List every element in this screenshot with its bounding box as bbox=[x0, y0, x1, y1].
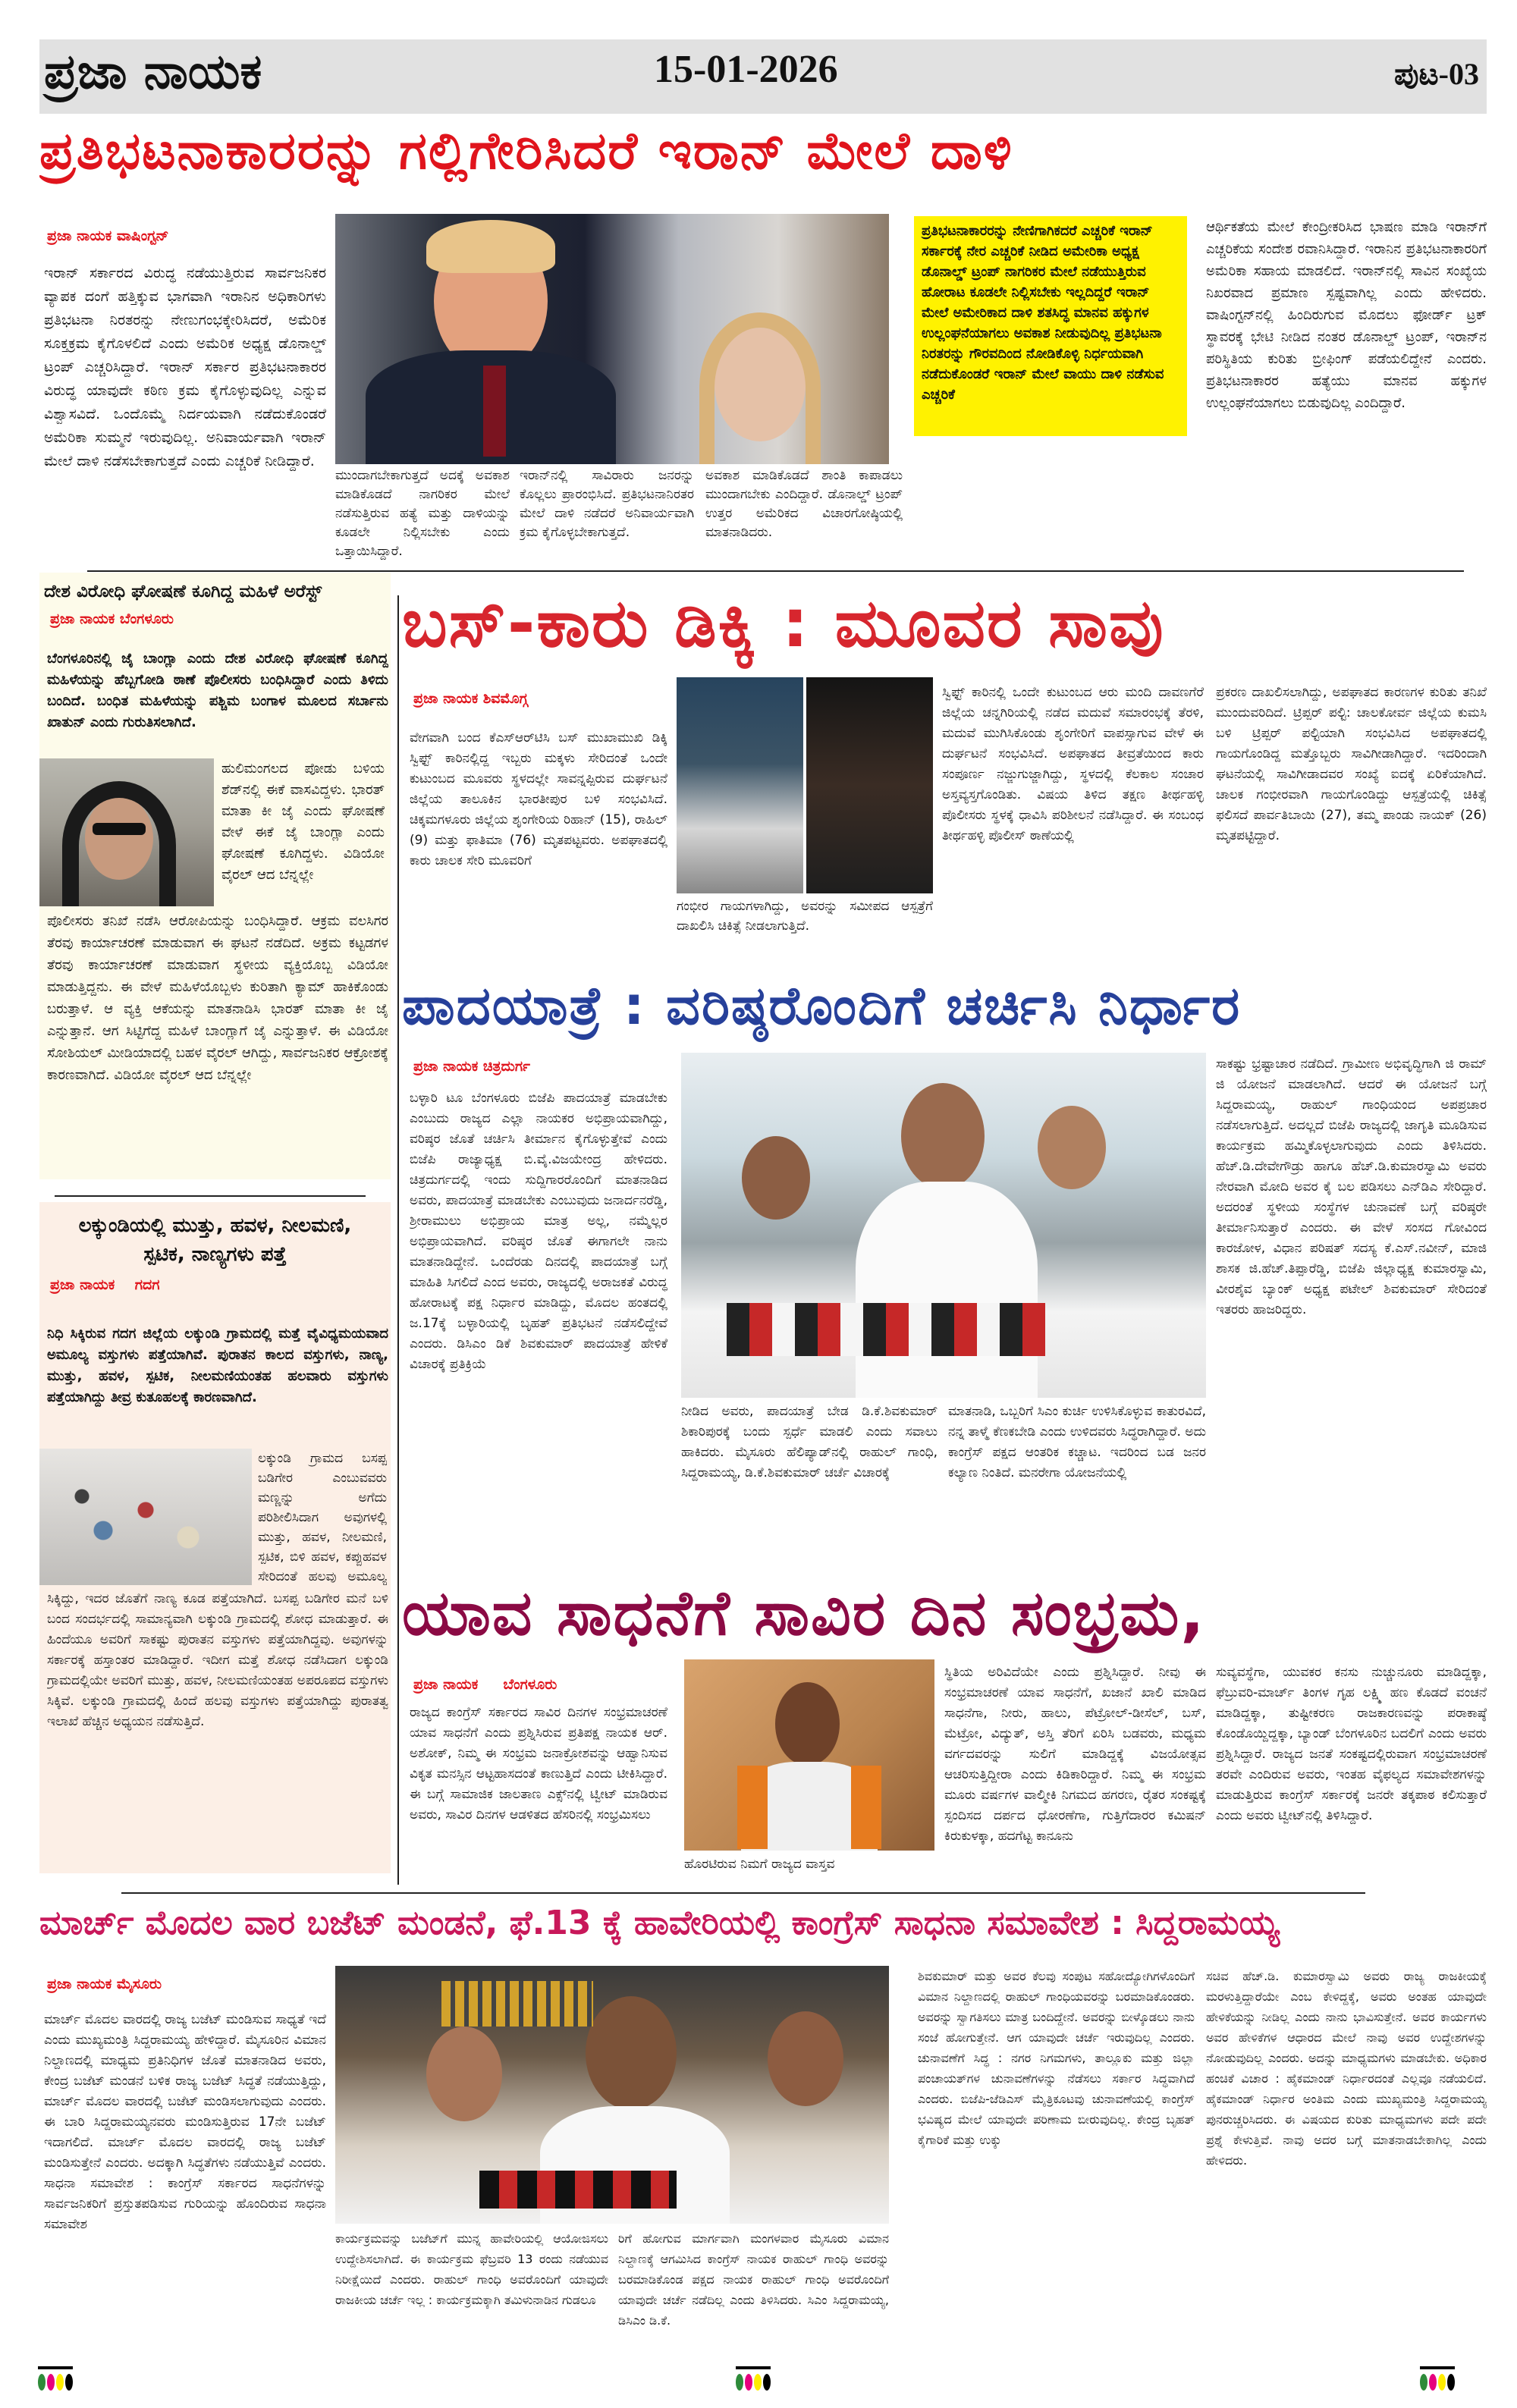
article-text: ಮಾತನಾಡಿ, ಒಬ್ಬರಿಗೆ ಸಿಎಂ ಕುರ್ಚಿ ಉಳಿಸಿಕೊಳ್ಳುವ ಕಾತುರವಿದೆ, ನನ್ನ ತಾಳ್ಮೆ ಕೆಣಕಬೇಡಿ ಎಂದು ಉಳಿದವರು ಸಿದ್ಧರಾಗಿದ್ದಾರೆ. ಅದು ಕಾಂಗ್ರೆಸ್ ಪಕ್ಷದ ಆಂತರಿಕ ಕಚ್ಚಾಟ. ಇದರಿಂದ ಬಡ ಜನರ ಕಲ್ಯಾಣ ನಿಂತಿದೆ. ಮನರೇಗಾ ಯೋಜನೆಯಲ್ಲಿ bbox=[948, 1404, 1206, 1480]
article-text: ರಾಜ್ಯದ ಕಾಂಗ್ರೆಸ್ ಸರ್ಕಾರದ ಸಾವಿರ ದಿನಗಳ ಸಂಭ್ರಮಾಚರಣೆ ಯಾವ ಸಾಧನೆಗೆ ಎಂದು ಪ್ರಶ್ನಿಸಿರುವ ಪ್ರತಿಪಕ್ಷ ನಾಯಕ ಆರ್. ಅಶೋಕ್, ನಿಮ್ಮ ಈ ಸಂಭ್ರಮ ಜನಾಕ್ರೋಶವನ್ನು ಆಹ್ವಾನಿಸುವ ವಿಕೃತ ಮನಸ್ಸಿನ ಆಟ್ಟಹಾಸದಂತೆ ಕಾಣುತ್ತಿದೆ ಎಂದು ಟೀಕಿಸಿದ್ದಾರೆ. ಈ ಬಗ್ಗೆ ಸಾಮಾಜಿಕ ಜಾಲತಾಣ ಎಕ್ಸ್‌ನಲ್ಲಿ ಟ್ವೀಟ್ ಮಾಡಿರುವ ಅವರು, ಸಾವಿರ ದಿನಗಳ ಆಡಳಿತದ ಹೆಸರಿನಲ್ಲಿ ಸಂಭ್ರಮಿಸಲು bbox=[410, 1705, 667, 1822]
masthead bbox=[39, 39, 1487, 114]
article-text: ಇರಾನ್ ಸರ್ಕಾರದ ವಿರುದ್ಧ ನಡೆಯುತ್ತಿರುವ ಸಾರ್ವಜನಿಕರ ವ್ಯಾಪಕ ದಂಗೆ ಹತ್ತಿಕ್ಕುವ ಭಾಗವಾಗಿ ಇರಾನಿನ ಅಧಿಕಾರಿಗಳು ಪ್ರತಿಭಟನಾ ನಿರತರನ್ನು ನೇಣುಗಂಭಕ್ಕೇರಿಸಿದರೆ, ಅಮೆರಿಕ ಸೂಕ್ತಕ್ರಮ ಕೈಗೊಳಲಿದೆ ಎಂದು ಅಮೆರಿಕ ಅಧ್ಯಕ್ಷ ಡೊನಾಲ್ಡ್ ಟ್ರಂಪ್ ಎಚ್ಚರಿಸಿದ್ದಾರೆ. ಇರಾನ್ ಸರ್ಕಾರ ಪ್ರತಿಭಟನಾಕಾರರ ವಿರುದ್ಧ ಯಾವುದೇ ಕಠಿಣ ಕ್ರಮ ಕೈಗೊಳ್ಳುವುದಿಲ್ಲ ಎನ್ನುವ ವಿಶ್ವಾಸವಿದೆ. ಒಂದೊಮ್ಮೆ ನಿರ್ದಯವಾಗಿ ನಡೆದುಕೊಂಡರೆ ಅಮೆರಿಕಾ ಸುಮ್ಮನೆ ಇರುವುದಿಲ್ಲ. ಅನಿವಾರ್ಯವಾಗಿ ಇರಾನ್ ಮೇಲೆ ದಾಳಿ ನಡೆಸಬೇಕಾಗುತ್ತದೆ ಎಂದು ಎಚ್ಚರಿಕೆ ನೀಡಿದ್ದಾರೆ. bbox=[44, 265, 326, 469]
byline-budget: ಪ್ರಜಾ ನಾಯಕ ಮೈಸೂರು bbox=[47, 1976, 162, 1992]
headline-padayatre: ಪಾದಯಾತ್ರೆ : ವರಿಷ್ಠರೊಂದಿಗೆ ಚರ್ಚಿಸಿ ನಿರ್ಧಾರ bbox=[402, 975, 1242, 1037]
article-text: ಸ್ವಿಫ್ಟ್ ಕಾರಿನಲ್ಲಿ ಒಂದೇ ಕುಟುಂಬದ ಆರು ಮಂದಿ ದಾವಣಗೆರೆ ಜಿಲ್ಲೆಯ ಚನ್ನಗಿರಿಯಲ್ಲಿ ನಡೆದ ಮದುವೆ ಸಮಾರಂಭಕ್ಕೆ ತೆರಳಿ, ಮದುವೆ ಮುಗಿಸಿಕೊಂಡು ಶೃಂಗೇರಿಗೆ ವಾಪಸ್ಸಾಗುವ ವೇಳೆ ಈ ದುರ್ಘಟನೆ ಸಂಭವಿಸಿದೆ. ಅಪಘಾತದ ತೀವ್ರತೆಯಿಂದ ಕಾರು ಸಂಪೂರ್ಣ ನಜ್ಜುಗುಜ್ಜಾಗಿದ್ದು, ಸ್ಥಳದಲ್ಲಿ ಕೆಲಕಾಲ ಸಂಚಾರ ಅಸ್ತವ್ಯಸ್ತಗೊಂಡಿತು. ವಿಷಯ ತಿಳಿದ ತಕ್ಷಣ ತೀರ್ಥಹಳ್ಳಿ ಪೊಲೀಸರು ಸ್ಥಳಕ್ಕೆ ಧಾವಿಸಿ ಪರಿಶೀಲನೆ ನಡೆಸಿದ್ದಾರೆ. ಈ ಸಂಬಂಧ ತೀರ್ಥಹಳ್ಳಿ ಪೊಲೀಸ್ ಠಾಣೆಯಲ್ಲಿ bbox=[942, 685, 1204, 843]
headline-lakkundi: ಲಕ್ಕುಂಡಿಯಲ್ಲಿ ಮುತ್ತು, ಹವಳ, ನೀಲಮಣಿ, ಸ್ಪಟಿಕ, ನಾಣ್ಯಗಳು ಪತ್ತೆ bbox=[78, 1214, 352, 1266]
photo-gems bbox=[39, 1449, 252, 1585]
headline-arrest: ದೇಶ ವಿರೋಧಿ ಘೋಷಣೆ ಕೂಗಿದ್ದ ಮಹಿಳೆ ಅರೆಸ್ಟ್ bbox=[44, 582, 322, 601]
article-text: ಮುಂದಾಗಬೇಕಾಗುತ್ತದೆ ಅದಕ್ಕೆ ಅವಕಾಶ ಮಾಡಿಕೊಡದೆ ನಾಗರಿಕರ ಮೇಲೆ ನಡೆಸುತ್ತಿರುವ ಹತ್ಯೆ ಮತ್ತು ದಾಳಿಯನ್ನು ಕೂಡಲೇ ನಿಲ್ಲಿಸಬೇಕು ಎಂದು ಒತ್ತಾಯಿಸಿದ್ದಾರೆ. bbox=[335, 468, 510, 559]
photo-accident bbox=[677, 677, 933, 893]
sidebar-story-arrest bbox=[39, 573, 391, 1179]
byline-lakkundi: ಪ್ರಜಾ ನಾಯಕ ಗದಗ bbox=[50, 1276, 160, 1293]
article-text: ನೀಡಿದ ಅವರು, ಪಾದಯಾತ್ರೆ ಬೇಡ ಡಿ.ಕೆ.ಶಿವಕುಮಾರ್ ಶಿಕಾರಿಪುರಕ್ಕೆ ಬಂದು ಸ್ಪರ್ಧೆ ಮಾಡಲಿ ಎಂದು ಸವಾಲು ಹಾಕಿದರು. ಮೈಸೂರು ಹೆಲಿಪ್ಯಾಡ್‌ನಲ್ಲಿ ರಾಹುಲ್ ಗಾಂಧಿ, ಸಿದ್ದರಾಮಯ್ಯ, ಡಿ.ಕೆ.ಶಿವಕುಮಾರ್ ಚರ್ಚೆ ವಿಚಾರಕ್ಕೆ bbox=[681, 1404, 938, 1480]
byline-iran: ಪ್ರಜಾ ನಾಯಕ ವಾಷಿಂಗ್ಟನ್ bbox=[47, 228, 169, 244]
headline-budget: ಮಾರ್ಚ್ ಮೊದಲ ವಾರ ಬಜೆಟ್ ಮಂಡನೆ, ಫೆ.13 ಕ್ಕೆ ಹಾವೇರಿಯಲ್ಲಿ ಕಾಂಗ್ರೆಸ್ ಸಾಧನಾ ಸಮಾವೇಶ : ಸಿದ್ದರಾಮಯ್ಯ bbox=[39, 1904, 1280, 1942]
article-text: ಸುವ್ಯವಸ್ಥೆಗಾ, ಯುವಕರ ಕನಸು ನುಚ್ಚುನೂರು ಮಾಡಿದ್ದಕ್ಕಾ, ಫೆಬ್ರುವರಿ-ಮಾರ್ಚ್ ತಿಂಗಳ ಗೃಹ ಲಕ್ಷ್ಮಿ ಹಣ ಕೊಡದೆ ವಂಚನೆ ಮಾಡಿದ್ದಕ್ಕಾ, ತುಷ್ಟೀಕರಣ ರಾಜಕಾರಣವನ್ನು ಪರಾಕಾಷ್ಠೆ ಕೊಂಡೊಯ್ದಿದ್ದಕ್ಕಾ, ಬ್ಯಾಂಡ್ ಬೆಂಗಳೂರಿನ ಬದಲಿಗೆ ಎಂದು ಅವರು ಪ್ರಶ್ನಿಸಿದ್ದಾರೆ. ರಾಜ್ಯದ ಜನತೆ ಸಂಕಷ್ಟದಲ್ಲಿರುವಾಗ ಸಂಭ್ರಮಾಚರಣೆ ತರವೇ ಎಂದಿರುವ ಅವರು, ಇಂತಹ ವೈಫಲ್ಯದ ಸಮಾವೇಶಗಳನ್ನು ಮಾಡುತ್ತಿರುವ ಕಾಂಗ್ರೆಸ್ ಸರ್ಕಾರಕ್ಕೆ ಜನರೇ ತಕ್ಕಪಾಠ ಕಲಿಸುತ್ತಾರೆ ಎಂದು ಅವರು ಟ್ವೀಟ್‌ನಲ್ಲಿ ತಿಳಿಸಿದ್ದಾರೆ. bbox=[1216, 1665, 1487, 1823]
issue-date: 15-01-2026 bbox=[654, 48, 838, 91]
article-text: ಸ್ಥಿತಿಯ ಅರಿವಿದೆಯೇ ಎಂದು ಪ್ರಶ್ನಿಸಿದ್ದಾರೆ. ನೀವು ಈ ಸಂಭ್ರಮಾಚರಣೆ ಯಾವ ಸಾಧನೆಗೆ, ಖಜಾನೆ ಖಾಲಿ ಮಾಡಿದ ಸಾಧನೆಗಾ, ನೀರು, ಹಾಲು, ಪೆಟ್ರೋಲ್-ಡೀಸೆಲ್, ಬಸ್, ಮೆಟ್ರೋ, ವಿದ್ಯುತ್, ಅಸ್ತಿ ತೆರಿಗೆ ಏರಿಸಿ ಬಡವರು, ಮಧ್ಯಮ ವರ್ಗದವರನ್ನು ಸುಲಿಗೆ ಮಾಡಿದ್ದಕ್ಕೆ ವಿಜಯೋತ್ಸವ ಆಚರಿಸುತ್ತಿದ್ದೀರಾ ಎಂದು ಕಿಡಿಕಾರಿದ್ದಾರೆ. ನಿಮ್ಮ ಈ ಸಂಭ್ರಮ ಮೂರು ವರ್ಷಗಳ ವಾಲ್ಮೀಕಿ ನಿಗಮದ ಹಗರಣ, ರೈತರ ಸಂಕಷ್ಟಕ್ಕೆ ಸ್ಪಂದಿಸದ ದರ್ಪದ ಧೋರಣೆಗಾ, ಗುತ್ತಿಗೆದಾರರ ಕಮಿಷನ್ ಕಿರುಕುಳಕ್ಕಾ, ಹದಗೆಟ್ಟ ಕಾನೂನು bbox=[944, 1665, 1206, 1844]
photo-press-meet bbox=[681, 1053, 1206, 1398]
divider bbox=[121, 1892, 1365, 1894]
registration-mark bbox=[736, 2366, 771, 2391]
article-text: ಇರಾನ್‌ನಲ್ಲಿ ಸಾವಿರಾರು ಜನರನ್ನು ಕೊಲ್ಲಲು ಪ್ರಾರಂಭಿಸಿದೆ. ಪ್ರತಿಭಟನಾನಿರತರ ಮೇಲೆ ದಾಳಿ ನಡೆದರೆ ಅನಿವಾರ್ಯವಾಗಿ ಕ್ರಮ ಕೈಗೊಳ್ಳಬೇಕಾಗುತ್ತದೆ. bbox=[520, 468, 694, 540]
article-text: ಪೊಲೀಸರು ತನಿಖೆ ನಡೆಸಿ ಆರೋಪಿಯನ್ನು ಬಂಧಿಸಿದ್ದಾರೆ. ಆಕ್ರಮ ವಲಸಿಗರ ತೆರವು ಕಾರ್ಯಾಚರಣೆ ಮಾಡುವಾಗ ಈ ಘಟನೆ ನಡೆದಿದೆ. ಅಕ್ರಮ ಕಟ್ಟಡಗಳ ತೆರವು ಕಾರ್ಯಾಚರಣೆ ಮಾಡುವಾಗ ಸ್ಥಳೀಯ ವ್ಯಕ್ತಿಯೊಬ್ಬ ವಿಡಿಯೋ ಮಾಡುತ್ತಿದ್ದನು. ಈ ವೇಳೆ ಮಹಿಳೆಯೊಬ್ಬಳು ಕುರಿತಾಗಿ ಕ್ಯಾಮ್ ಹಾಕಿಕೊಂಡು ಬರುತ್ತಾಳೆ. ಆ ವ್ಯಕ್ತಿ ಆಕೆಯನ್ನು ಮಾತನಾಡಿಸಿ ಭಾರತ್ ಮಾತಾ ಕೀ ಜೈ ಎನ್ನುತ್ತಾನೆ. ಆಗ ಸಿಟ್ಟಿಗೆದ್ದ ಮಹಿಳೆ ಬಾಂಗ್ಲಾಗೆ ಜೈ ಎನ್ನುತ್ತಾಳೆ. ಈ ವಿಡಿಯೋ ಸೋಶಿಯಲ್ ಮೀಡಿಯಾದಲ್ಲಿ ಬಹಳ ವೈರಲ್ ಆಗಿದ್ದು, ಸಾರ್ವಜನಿಕರ ಆಕ್ರೋಶಕ್ಕೆ ಕಾರಣವಾಗಿದೆ. ವಿಡಿಯೋ ವೈರಲ್ ಆದ ಬೆನ್ನಲ್ಲೇ bbox=[47, 913, 388, 1083]
photo-caption: ಗಂಭೀರ ಗಾಯಗಳಾಗಿದ್ದು, ಅವರನ್ನು ಸಮೀಪದ ಆಸ್ಪತ್ರೆಗೆ ದಾಖಲಿಸಿ ಚಿಕಿತ್ಸೆ ನೀಡಲಾಗುತ್ತಿದೆ. bbox=[677, 899, 933, 934]
article-text: ಬೆಂಗಳೂರಿನಲ್ಲಿ ಜೈ ಬಾಂಗ್ಲಾ ಎಂದು ದೇಶ ವಿರೋಧಿ ಘೋಷಣೆ ಕೂಗಿದ್ದ ಮಹಿಳೆಯನ್ನು ಹೆಬ್ಬಗೋಡಿ ಠಾಣೆ ಪೊಲೀಸರು ಬಂಧಿಸಿದ್ದಾರೆ ಎಂದು ತಿಳಿದು ಬಂದಿದೆ. ಬಂಧಿತ ಮಹಿಳೆಯನ್ನು ಪಶ್ಚಿಮ ಬಂಗಾಳ ಮೂಲದ ಸರ್ಬಾನು ಖಾತುನ್ ಎಂದು ಗುರುತಿಸಲಾಗಿದೆ. bbox=[47, 651, 388, 730]
article-text: ಸಿಕ್ಕಿದ್ದು, ಇದರ ಜೊತೆಗೆ ನಾಣ್ಯ ಕೂಡ ಪತ್ತೆಯಾಗಿದೆ. ಬಸಪ್ಪ ಬಡಿಗೇರ ಮನೆ ಬಳಿ ಬಂದ ಸಂದರ್ಭದಲ್ಲಿ ಸಾಮಾನ್ಯವಾಗಿ ಲಕ್ಕುಂಡಿ ಗ್ರಾಮದಲ್ಲಿ ಶೋಧ ಮಾಡುತ್ತಾರೆ. ಈ ಹಿಂದೆಯೂ ಅವರಿಗೆ ಸಾಕಷ್ಟು ಪುರಾತನ ವಸ್ತುಗಳು ಪತ್ತೆಯಾಗಿದ್ದವು. ಅವುಗಳನ್ನು ಸರ್ಕಾರಕ್ಕೆ ಹಸ್ತಾಂತರ ಮಾಡಿದ್ದಾರೆ. ಇದೀಗ ಮತ್ತೆ ಶೋಧ ನಡೆಸಿದಾಗ ಲಕ್ಕುಂಡಿ ಗ್ರಾಮದಲ್ಲಿಯೇ ಅವರಿಗೆ ಮುತ್ತು, ಹವಳ, ನೀಲಮಣಿಯಂತಹ ಅಪರೂಪದ ವಸ್ತುಗಳು ಸಿಕ್ಕಿವೆ. ಲಕ್ಕುಂಡಿ ಗ್ರಾಮದಲ್ಲಿ ಹಿಂದೆ ಹಲವು ವಸ್ತುಗಳು ಪತ್ತೆಯಾಗಿದ್ದು ಪುರಾತತ್ವ ಇಲಾಖೆ ಹೆಚ್ಚಿನ ಅಧ್ಯಯನ ನಡೆಸುತ್ತಿದೆ. bbox=[47, 1591, 388, 1729]
photo-siddaramaiah bbox=[335, 1966, 889, 2224]
sidebar-story-lakkundi bbox=[39, 1202, 391, 1873]
article-text: ಆರ್ಥಿಕತೆಯ ಮೇಲೆ ಕೇಂದ್ರೀಕರಿಸಿದ ಭಾಷಣ ಮಾಡಿ ಇರಾನ್‌ಗೆ ಎಚ್ಚರಿಕೆಯ ಸಂದೇಶ ರವಾನಿಸಿದ್ದಾರೆ. ಇರಾನಿನ ಪ್ರತಿಭಟನಾಕಾರರಿಗೆ ಅಮೆರಿಕಾ ಸಹಾಯ ಮಾಡಲಿದೆ. ಇರಾನ್‌ನಲ್ಲಿ ಸಾವಿನ ಸಂಖ್ಯೆಯ ನಿಖರವಾದ ಪ್ರಮಾಣ ಸ್ಪಷ್ಟವಾಗಿಲ್ಲ ಎಂದು ಹೇಳಿದರು. ವಾಷಿಂಗ್ಟನ್‌ನಲ್ಲಿ ಹಿಂದಿರುಗುವ ಮೊದಲು ಫೋರ್ಡ್ ಟ್ರಕ್ ಸ್ಥಾವರಕ್ಕೆ ಭೇಟಿ ನೀಡಿದ ನಂತರ ಡೊನಾಲ್ಡ್ ಟ್ರಂಪ್, ಇರಾನ್‌ನ ಪರಿಸ್ಥಿತಿಯ ಕುರಿತು ಬ್ರೀಫಿಂಗ್ ಪಡೆಯಲಿದ್ದೇನೆ ಎಂದರು. ಪ್ರತಿಭಟನಾಕಾರರ ಹತ್ಯೆಯು ಮಾನವ ಹಕ್ಕುಗಳ ಉಲ್ಲಂಘನೆಯಾಗಲು ಬಿಡುವುದಿಲ್ಲ ಎಂದಿದ್ದಾರೆ. bbox=[1206, 219, 1487, 411]
byline-padayatre: ಪ್ರಜಾ ನಾಯಕ ಚಿತ್ರದುರ್ಗ bbox=[413, 1058, 530, 1075]
article-text: ಬಳ್ಳಾರಿ ಟೂ ಬೆಂಗಳೂರು ಬಿಜೆಪಿ ಪಾದಯಾತ್ರೆ ಮಾಡಬೇಕು ಎಂಬುದು ರಾಜ್ಯದ ಎಲ್ಲಾ ನಾಯಕರ ಅಭಿಪ್ರಾಯವಾಗಿದ್ದು, ವರಿಷ್ಠರ ಜೊತೆ ಚರ್ಚಿಸಿ ತೀರ್ಮಾನ ಕೈಗೊಳ್ಳುತ್ತೇವೆ ಎಂದು ಬಿಜೆಪಿ ರಾಜ್ಯಾಧ್ಯಕ್ಷ ಬಿ.ವೈ.ವಿಜಯೇಂದ್ರ ಹೇಳಿದರು. ಚಿತ್ರದುರ್ಗದಲ್ಲಿ ಇಂದು ಸುದ್ದಿಗಾರರೊಂದಿಗೆ ಮಾತನಾಡಿದ ಅವರು, ಪಾದಯಾತ್ರೆ ಮಾಡಬೇಕು ಎಂಬುವುದು ಜನಾರ್ದನರೆಡ್ಡಿ, ಶ್ರೀರಾಮುಲು ಅಭಿಪ್ರಾಯ ಮಾತ್ರ ಅಲ್ಲ, ನಮ್ಮೆಲ್ಲರ ಅಭಿಪ್ರಾಯವಾಗಿದೆ. ವರಿಷ್ಠರ ಜೊತೆ ಈಗಾಗಲೇ ನಾನು ಮಾತನಾಡಿದ್ದೇನೆ. ಒಂದೆರಡು ದಿನದಲ್ಲಿ ಪಾದಯಾತ್ರೆ ಬಗ್ಗೆ ಮಾಹಿತಿ ಸಿಗಲಿದೆ ಎಂದ ಅವರು, ರಾಜ್ಯದಲ್ಲಿ ಅರಾಜಕತೆ ವಿರುದ್ಧ ಹೋರಾಟಕ್ಕೆ ಪಕ್ಷ ನಿರ್ಧಾರ ಮಾಡಿದ್ದು, ಮೊದಲ ಹಂತದಲ್ಲಿ ಜ.17ಕ್ಕೆ ಬಳ್ಳಾರಿಯಲ್ಲಿ ಬೃಹತ್ ಪ್ರತಿಭಟನೆ ನಡೆಸಲಿದ್ದೇವೆ ಎಂದರು. ಡಿಸಿಎಂ ಡಿಕೆ ಶಿವಕುಮಾರ್ ಪಾದಯಾತ್ರೆ ಹೇಳಿಕೆ ವಿಚಾರಕ್ಕೆ ಪ್ರತಿಕ್ರಿಯೆ bbox=[410, 1091, 667, 1372]
registration-mark bbox=[1420, 2366, 1455, 2391]
article-text: ಲಕ್ಕುಂಡಿ ಗ್ರಾಮದ ಬಸಪ್ಪ ಬಡಿಗೇರ ಎಂಬುವವರು ಮಣ್ಣನ್ನು ಅಗೆದು ಪರಿಶೀಲಿಸಿದಾಗ ಅವುಗಳಲ್ಲಿ ಮುತ್ತು, ಹವಳ, ನೀಲಮಣಿ, ಸ್ಪಟಿಕ, ಬಿಳಿ ಹವಳ, ಕಪ್ಪುಹವಳ ಸೇರಿದಂತೆ ಹಲವು ಅಮೂಲ್ಯ bbox=[258, 1451, 387, 1584]
headline-sambhrama: ಯಾವ ಸಾಧನೆಗೆ ಸಾವಿರ ದಿನ ಸಂಭ್ರಮ, bbox=[402, 1578, 1206, 1650]
byline-bus: ಪ್ರಜಾ ನಾಯಕ ಶಿವಮೊಗ್ಗ bbox=[413, 690, 528, 707]
article-text: ಸಾಕಷ್ಟು ಭ್ರಷ್ಟಾಚಾರ ನಡೆದಿದೆ. ಗ್ರಾಮೀಣ ಅಭಿವೃದ್ಧಿಗಾಗಿ ಜಿ ರಾಮ್ ಜಿ ಯೋಜನೆ ಮಾಡಲಾಗಿದೆ. ಆದರೆ ಈ ಯೋಜನೆ ಬಗ್ಗೆ ಸಿದ್ದರಾಮಯ್ಯ, ರಾಹುಲ್ ಗಾಂಧಿಯಂದ ಅಪಪ್ರಚಾರ ನಡೆಸಲಾಗುತ್ತಿದೆ. ಅದಲ್ಲದೆ ಬಿಜೆಪಿ ರಾಜ್ಯದಲ್ಲಿ ಜಾಗೃತಿ ಮೂಡಿಸುವ ಕಾರ್ಯಕ್ರಮ ಹಮ್ಮಿಕೊಳ್ಳಲಾಗುವುದು ಎಂದು ತಿಳಿಸಿದರು. ಹೆಚ್.ಡಿ.ದೇವೇಗೌಡ್ರು ಹಾಗೂ ಹೆಚ್.ಡಿ.ಕುಮಾರಸ್ವಾಮಿ ಅವರು ನೇರವಾಗಿ ಮೋದಿ ಅವರ ಕೈ ಬಲ ಪಡಿಸಲು ಎನ್‌ಡಿಎ ಸೇರಿದ್ದಾರೆ. ಅದರಂತೆ ಸ್ಥಳೀಯ ಸಂಸ್ಥೆಗಳ ಚುನಾವಣೆ ಬಗ್ಗೆ ವರಿಷ್ಠರೇ ತೀರ್ಮಾನಿಸುತ್ತಾರೆ ಎಂದರು. ಈ ವೇಳೆ ಸಂಸದ ಗೋವಿಂದ ಕಾರಜೋಳ, ವಿಧಾನ ಪರಿಷತ್ ಸದಸ್ಯ ಕೆ.ಎಸ್.ನವೀನ್, ಮಾಜಿ ಶಾಸಕ ಜಿ.ಹೆಚ್.ತಿಪ್ಪಾರೆಡ್ಡಿ, ಬಿಜೆಪಿ ಜಿಲ್ಲಾಧ್ಯಕ್ಷ ಕುಮಾರಸ್ವಾಮಿ, ವೀರಶೈವ ಬ್ಯಾಂಕ್ ಅಧ್ಯಕ್ಷ ಪಟೇಲ್ ಶಿವಕುಮಾರ್ ಸೇರಿದಂತೆ ಇತರರು ಹಾಜರಿದ್ದರು. bbox=[1216, 1056, 1487, 1317]
highlight-box: ಪ್ರತಿಭಟನಾಕಾರರನ್ನು ನೇಣಿಗಾಗಿಕದರೆ ಎಚ್ಚರಿಕೆ ಇರಾನ್ ಸರ್ಕಾರಕ್ಕೆ ನೇರ ಎಚ್ಚರಿಕೆ ನೀಡಿದ ಅಮೇರಿಕಾ ಅಧ್ಯಕ್ಷ ಡೊನಾಲ್ಡ್ ಟ್ರಂಪ್ ನಾಗರಿಕರ ಮೇಲೆ ನಡೆಯುತ್ತಿರುವ ಹೋರಾಟ ಕೂಡಲೇ ನಿಲ್ಲಿಸಬೇಕು ಇಲ್ಲದಿದ್ದರೆ ಇರಾನ್ ಮೇಲೆ ಅಮೇರಿಕಾದ ದಾಳಿ ಶತಸಿದ್ಧ ಮಾನವ ಹಕ್ಕುಗಳ ಉಲ್ಲಂಘನೆಯಾಗಲು ಅವಕಾಶ ನೀಡುವುದಿಲ್ಲ ಪ್ರತಿಭಟನಾ ನಿರತರನ್ನು ಗೌರವದಿಂದ ನೋಡಿಕೊಳ್ಳಿ ನಿರ್ಧಯವಾಗಿ ನಡೆದುಕೊಂಡರೆ ಇರಾನ್ ಮೇಲೆ ವಾಯು ದಾಳಿ ನಡೆಸುವ ಎಚ್ಚರಿಕೆ bbox=[914, 216, 1187, 436]
divider bbox=[87, 570, 1464, 572]
photo-ashok bbox=[684, 1659, 934, 1851]
newspaper-title: ಪ್ರಜಾ ನಾಯಕ bbox=[44, 44, 262, 100]
headline-bus-accident: ಬಸ್-ಕಾರು ಡಿಕ್ಕಿ : ಮೂವರ ಸಾವು bbox=[402, 584, 1165, 662]
headline-iran: ಪ್ರತಿಭಟನಾಕಾರರನ್ನು ಗಲ್ಲಿಗೇರಿಸಿದರೆ ಇರಾನ್ ಮೇಲೆ ದಾಳಿ bbox=[39, 121, 1013, 181]
byline-arrest: ಪ್ರಜಾ ನಾಯಕ ಬೆಂಗಳೂರು bbox=[50, 611, 174, 627]
article-text: ಕಾರ್ಯಕ್ರಮವನ್ನು ಬಜೆಟ್‌ಗೆ ಮುನ್ನ ಹಾವೇರಿಯಲ್ಲಿ ಆಯೋಜಿಸಲು ಉದ್ದೇಶಿಸಲಾಗಿದೆ. ಈ ಕಾರ್ಯಕ್ರಮ ಫೆಬ್ರವರಿ 13 ರಂದು ನಡೆಯುವ ನಿರೀಕ್ಷೆಯಿದೆ ಎಂದರು. ರಾಹುಲ್ ಗಾಂಧಿ ಅವರೊಂದಿಗೆ ಯಾವುದೇ ರಾಜಕೀಯ ಚರ್ಚೆ ಇಲ್ಲ : ಕಾರ್ಯಕ್ರಮಕ್ಕಾಗಿ ತಮಿಳುನಾಡಿನ ಗುಡಲೂ bbox=[335, 2231, 608, 2307]
article-text: ಅವಕಾಶ ಮಾಡಿಕೊಡದೆ ಶಾಂತಿ ಕಾಪಾಡಲು ಮುಂದಾಗಬೇಕು ಎಂದಿದ್ದಾರೆ. ಡೊನಾಲ್ಡ್ ಟ್ರಂಪ್ ಉತ್ತರ ಅಮೆರಿಕದ ವಿಚಾರಗೋಷ್ಠಿಯಲ್ಲಿ ಮಾತನಾಡಿದರು. bbox=[705, 468, 903, 540]
article-text: ಸಚಿವ ಹೆಚ್.ಡಿ. ಕುಮಾರಸ್ವಾಮಿ ಅವರು ರಾಜ್ಯ ರಾಜಕೀಯಕ್ಕೆ ಮರಳುತ್ತಿದ್ದಾರೆಯೇ ಎಂಬ ಕೇಳಿದ್ದಕ್ಕೆ, ಅವರು ಅಂತಹ ಯಾವುದೇ ಹೇಳಿಕೆಯನ್ನು ನೀಡಿಲ್ಲ ಎಂದು ನಾನು ಭಾವಿಸುತ್ತೇನೆ. ಅವರ ಕಾರ್ಯಗಳು ಅವರ ಹೇಳಿಕೆಗಳ ಆಧಾರದ ಮೇಲೆ ನಾವು ಅವರ ಉದ್ದೇಶಗಳನ್ನು ನೋಡುವುದಿಲ್ಲ ಎಂದರು. ಅದನ್ನು ಮಾಧ್ಯಮಗಳು ಮಾಡಬೇಕು. ಅಧಿಕಾರ ಹಂಚಿಕೆ ವಿಚಾರ : ಹೈಕಮಾಂಡ್ ನಿರ್ಧಾರದಂತೆ ಎಲ್ಲವೂ ನಡೆಯಲಿದೆ. ಹೈಕಮಾಂಡ್ ನಿರ್ಧಾರ ಅಂತಿಮ ಎಂದು ಮುಖ್ಯಮಂತ್ರಿ ಸಿದ್ದರಾಮಯ್ಯ ಪುನರುಚ್ಚರಿಸಿದರು. ಈ ವಿಷಯದ ಕುರಿತು ಮಾಧ್ಯಮಗಳು ಪದೇ ಪದೇ ಪ್ರಶ್ನೆ ಕೇಳುತ್ತಿವೆ. ನಾವು ಅದರ ಬಗ್ಗೆ ಮಾತನಾಡಬೇಕಾಗಿಲ್ಲ ಎಂದು ಹೇಳಿದರು. bbox=[1206, 1969, 1487, 2168]
byline-sambhrama: ಪ್ರಜಾ ನಾಯಕ ಬೆಂಗಳೂರು bbox=[413, 1676, 557, 1693]
divider bbox=[55, 1195, 366, 1197]
article-text: ರಿಗೆ ಹೋಗುವ ಮಾರ್ಗವಾಗಿ ಮಂಗಳವಾರ ಮೈಸೂರು ವಿಮಾನ ನಿಲ್ದಾಣಕ್ಕೆ ಆಗಮಿಸಿದ ಕಾಂಗ್ರೆಸ್ ನಾಯಕ ರಾಹುಲ್ ಗಾಂಧಿ ಅವರನ್ನು ಬರಮಾಡಿಕೊಂಡ ಪಕ್ಷದ ನಾಯಕ ರಾಹುಲ್ ಗಾಂಧಿ ಅವರೊಂದಿಗೆ ಯಾವುದೇ ಚರ್ಚೆ ನಡೆದಿಲ್ಲ ಎಂದು ತಿಳಿಸಿದರು. ಸಿಎಂ ಸಿದ್ದರಾಮಯ್ಯ, ಡಿಸಿಎಂ ಡಿ.ಕೆ. bbox=[618, 2231, 889, 2328]
registration-mark bbox=[38, 2366, 73, 2391]
article-text: ಹುಲಿಮಂಗಲದ ಪೋಡು ಬಳಿಯ ಶೆಡ್‌ನಲ್ಲಿ ಈಕೆ ವಾಸವಿದ್ದಳು. ಭಾರತ್ ಮಾತಾ ಕೀ ಜೈ ಎಂದು ಘೋಷಣೆ ವೇಳೆ ಈಕೆ ಜೈ ಬಾಂಗ್ಲಾ ಎಂದು ಘೋಷಣೆ ಕೂಗಿದ್ದಳು. ವಿಡಿಯೋ ವೈರಲ್ ಆದ ಬೆನ್ನಲ್ಲೇ bbox=[221, 761, 385, 883]
article-text: ನಿಧಿ ಸಿಕ್ಕಿರುವ ಗದಗ ಜಿಲ್ಲೆಯ ಲಕ್ಕುಂಡಿ ಗ್ರಾಮದಲ್ಲಿ ಮತ್ತೆ ವೈವಿಧ್ಯಮಯವಾದ ಅಮೂಲ್ಯ ವಸ್ತುಗಳು ಪತ್ತೆಯಾಗಿವೆ. ಪುರಾತನ ಕಾಲದ ವಸ್ತುಗಳು, ನಾಣ್ಯ, ಮುತ್ತು, ಹವಳ, ಸ್ಪಟಿಕ, ನೀಲಮಣಿಯಂತಹ ಹಲವಾರು ವಸ್ತುಗಳು ಪತ್ತೆಯಾಗಿದ್ದು ತೀವ್ರ ಕುತೂಹಲಕ್ಕೆ ಕಾರಣವಾಗಿದೆ. bbox=[47, 1326, 388, 1405]
article-text: ಪ್ರಕರಣ ದಾಖಲಿಸಲಾಗಿದ್ದು, ಅಪಘಾತದ ಕಾರಣಗಳ ಕುರಿತು ತನಿಖೆ ಮುಂದುವರಿದಿದೆ. ಟ್ರಿಪ್ಪರ್ ಪಲ್ಟಿ: ಚಾಲಕೋರ್ವ ಜಿಲ್ಲೆಯ ಕುಮಸಿ ಬಳಿ ಟ್ರಿಪ್ಪರ್ ಪಲ್ಟಿಯಾಗಿ ಸಂಭವಿಸಿದ ಅಪಘಾತದಲ್ಲಿ ಗಾಯಗೊಂಡಿದ್ದ ಮತ್ತೊಬ್ಬರು ಸಾವಿಗೀಡಾಗಿದ್ದಾರೆ. ಇದರಿಂದಾಗಿ ಘಟನೆಯಲ್ಲಿ ಸಾವಿಗೀಡಾದವರ ಸಂಖ್ಯೆ ಐದಕ್ಕೆ ಏರಿಕೆಯಾಗಿದೆ. ಚಾಲಕ ಗಂಭೀರವಾಗಿ ಗಾಯಗೊಂಡಿದ್ದು ಆಸ್ಪತ್ರೆಯಲ್ಲಿ ಚಿಕಿತ್ಸೆ ಫಲಿಸದೆ ಪಾರ್ವತಿಬಾಯಿ (27), ತಮ್ಮ ಪಾಂಡು ನಾಯಕ್ (26) ಮೃತಪಟ್ಟಿದ್ದಾರೆ. bbox=[1216, 685, 1487, 843]
article-text: ಶಿವಕುಮಾರ್ ಮತ್ತು ಅವರ ಕೆಲವು ಸಂಪುಟ ಸಹೋದ್ಯೋಗಿಗಳೊಂದಿಗೆ ವಿಮಾನ ನಿಲ್ದಾಣದಲ್ಲಿ ರಾಹುಲ್ ಗಾಂಧಿಯವರನ್ನು ಬರಮಾಡಿಕೊಂಡರು. ಅವರನ್ನು ಸ್ವಾಗತಿಸಲು ಮಾತ್ರ ಬಂದಿದ್ದೇನೆ. ಅವರನ್ನು ಬೀಳ್ಕೊಡಲು ನಾನು ಸಂಜೆ ಹೋಗುತ್ತೇನೆ. ಆಗ ಯಾವುದೇ ಚರ್ಚೆ ಇರುವುದಿಲ್ಲ ಎಂದರು. ಚುನಾವಣೆಗೆ ಸಿದ್ಧ : ನಗರ ನಿಗಮಗಳು, ತಾಲ್ಲೂಕು ಮತ್ತು ಜಿಲ್ಲಾ ಪಂಚಾಯತ್‌ಗಳ ಚುನಾವಣೆಗಳನ್ನು ನೆಡೆಸಲು ಸರ್ಕಾರ ಸಿದ್ಧವಾಗಿದೆ ಎಂದರು. ಬಿಜೆಪಿ-ಜೆಡಿಎಸ್ ಮೈತ್ರಿಕೂಟವು ಚುನಾವಣೆಯಲ್ಲಿ ಕಾಂಗ್ರೆಸ್ ಭವಿಷ್ಯದ ಮೇಲೆ ಯಾವುದೇ ಪರಿಣಾಮ ಬೀರುವುದಿಲ್ಲ. ಕೇಂದ್ರ ಬೃಹತ್ ಕೈಗಾರಿಕೆ ಮತ್ತು ಉಕ್ಕು bbox=[918, 1969, 1195, 2147]
photo-woman bbox=[39, 758, 214, 906]
photo-caption: ಹೊರಟಿರುವ ನಿಮಗೆ ರಾಜ್ಯದ ವಾಸ್ತವ bbox=[684, 1857, 835, 1872]
article-text: ವೇಗವಾಗಿ ಬಂದ ಕೆಎಸ್ಆರ್‌ಟಿಸಿ ಬಸ್ ಮುಖಾಮುಖಿ ಡಿಕ್ಕಿ ಸ್ವಿಫ್ಟ್ ಕಾರಿನಲ್ಲಿದ್ದ ಇಬ್ಬರು ಮಕ್ಕಳು ಸೇರಿದಂತೆ ಒಂದೇ ಕುಟುಂಬದ ಮೂವರು ಸ್ಥಳದಲ್ಲೇ ಸಾವನ್ನಪ್ಪಿರುವ ದುರ್ಘಟನೆ ಜಿಲ್ಲೆಯ ತಾಲೂಕಿನ ಭಾರತೀಪುರ ಬಳಿ ಸಂಭವಿಸಿದೆ. ಚಿಕ್ಕಮಗಳೂರು ಜಿಲ್ಲೆಯ ಶೃಂಗೇರಿಯ ರಿಹಾನ್ (15), ರಾಹಿಲ್ (9) ಮತ್ತು ಫಾತಿಮಾ (76) ಮೃತಪಟ್ಟವರು. ಅಪಘಾತದಲ್ಲಿ ಕಾರು ಚಾಲಕ ಸೇರಿ ಮೂವರಿಗೆ bbox=[410, 730, 667, 868]
column-rule bbox=[397, 595, 399, 1885]
photo-trump bbox=[335, 214, 889, 464]
page-number: ಪುಟ-03 bbox=[1393, 57, 1479, 91]
article-text: ಮಾರ್ಚ್ ಮೊದಲ ವಾರದಲ್ಲಿ ರಾಜ್ಯ ಬಜೆಟ್ ಮಂಡಿಸುವ ಸಾಧ್ಯತೆ ಇದೆ ಎಂದು ಮುಖ್ಯಮಂತ್ರಿ ಸಿದ್ದರಾಮಯ್ಯ ಹೇಳಿದ್ದಾರೆ. ಮೈಸೂರಿನ ವಿಮಾನ ನಿಲ್ದಾಣದಲ್ಲಿ ಮಾಧ್ಯಮ ಪ್ರತಿನಿಧಿಗಳ ಜೊತೆ ಮಾತನಾಡಿದ ಅವರು, ಕೇಂದ್ರ ಬಜೆಟ್ ಮಂಡನೆ ಬಳಿಕ ರಾಜ್ಯ ಬಜೆಟ್ ಸಿದ್ಧತೆ ನಡೆಯುತ್ತಿದ್ದು, ಮಾರ್ಚ್ ಮೊದಲ ವಾರದಲ್ಲಿ ಬಜೆಟ್ ಮಂಡಿಸಲಾಗುವುದು ಎಂದರು. ಈ ಬಾರಿ ಸಿದ್ದರಾಮಯ್ಯನವರು ಮಂಡಿಸುತ್ತಿರುವ 17ನೇ ಬಜೆಟ್ ಇದಾಗಲಿದೆ. ಮಾರ್ಚ್ ಮೊದಲ ವಾರದಲ್ಲಿ ರಾಜ್ಯ ಬಜೆಟ್ ಮಂಡಿಸುತ್ತೇನೆ ಎಂದರು. ಅದಕ್ಕಾಗಿ ಸಿದ್ಧತೆಗಳು ನಡೆಯುತ್ತಿವೆ ಎಂದರು. ಸಾಧನಾ ಸಮಾವೇಶ : ಕಾಂಗ್ರೆಸ್ ಸರ್ಕಾರದ ಸಾಧನೆಗಳನ್ನು ಸಾರ್ವಜನಿಕರಿಗೆ ಪ್ರಸ್ತುತಪಡಿಸುವ ಗುರಿಯನ್ನು ಹೊಂದಿರುವ ಸಾಧನಾ ಸಮಾವೇಶ bbox=[44, 2012, 326, 2232]
